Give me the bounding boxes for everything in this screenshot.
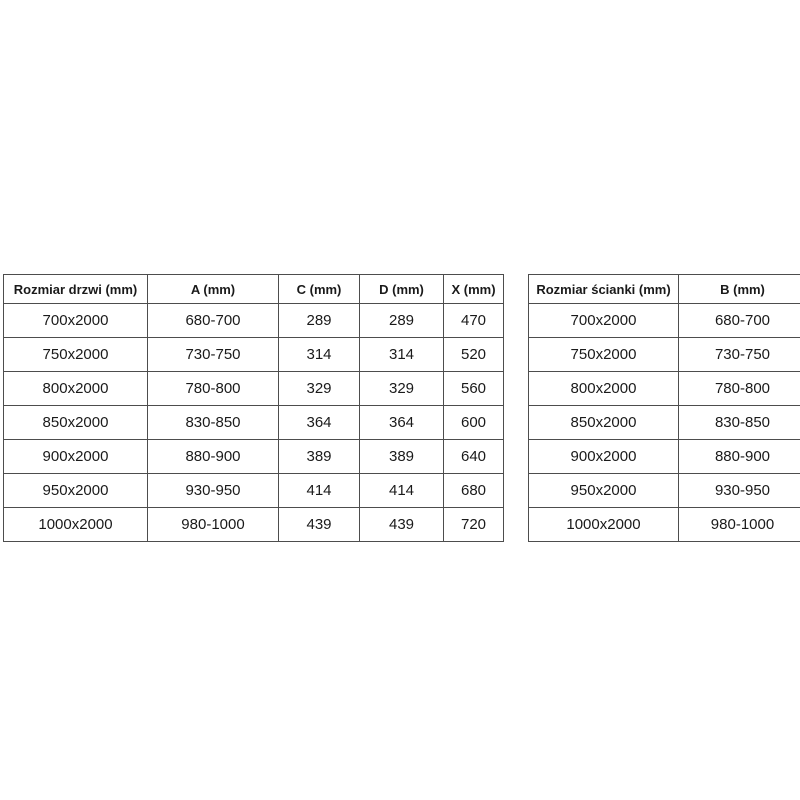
table-cell: 289	[279, 304, 360, 338]
table-cell: 439	[360, 508, 444, 542]
table-cell: 680-700	[679, 304, 800, 338]
table-cell: 414	[360, 474, 444, 508]
table-cell: 900x2000	[529, 440, 679, 474]
table-cell: 364	[279, 406, 360, 440]
table-cell: 314	[279, 338, 360, 372]
table-cell: 329	[360, 372, 444, 406]
table-cell: 640	[444, 440, 504, 474]
table-cell: 389	[279, 440, 360, 474]
header-row	[529, 275, 800, 304]
table-cell: 930-950	[679, 474, 800, 508]
column-header: Rozmiar drzwi (mm)	[4, 275, 148, 304]
table-row	[529, 508, 800, 542]
table-cell: 720	[444, 508, 504, 542]
table-row	[4, 508, 504, 542]
table-cell: 700x2000	[529, 304, 679, 338]
table-row	[529, 338, 800, 372]
column-header: X (mm)	[444, 275, 504, 304]
column-header: B (mm)	[679, 275, 800, 304]
table-cell: 329	[279, 372, 360, 406]
table-row	[529, 474, 800, 508]
table-row	[4, 304, 504, 338]
table-cell: 930-950	[148, 474, 279, 508]
column-header: D (mm)	[360, 275, 444, 304]
table-cell: 900x2000	[4, 440, 148, 474]
table-cell: 1000x2000	[529, 508, 679, 542]
table-cell: 314	[360, 338, 444, 372]
table-cell: 850x2000	[529, 406, 679, 440]
column-header: Rozmiar ścianki (mm)	[529, 275, 679, 304]
table-cell: 560	[444, 372, 504, 406]
header-row	[4, 275, 504, 304]
table-cell: 830-850	[679, 406, 800, 440]
table-cell: 439	[279, 508, 360, 542]
table-row	[4, 440, 504, 474]
table-row	[4, 474, 504, 508]
table-cell: 880-900	[148, 440, 279, 474]
column-header: C (mm)	[279, 275, 360, 304]
table-row	[529, 372, 800, 406]
table-cell: 800x2000	[4, 372, 148, 406]
table-cell: 780-800	[679, 372, 800, 406]
table-cell: 1000x2000	[4, 508, 148, 542]
table-cell: 730-750	[679, 338, 800, 372]
table-cell: 880-900	[679, 440, 800, 474]
table-cell: 414	[279, 474, 360, 508]
table-cell: 950x2000	[529, 474, 679, 508]
table-cell: 600	[444, 406, 504, 440]
table-cell: 980-1000	[148, 508, 279, 542]
table-row	[529, 304, 800, 338]
table-row	[4, 372, 504, 406]
table-row	[529, 440, 800, 474]
table-row	[4, 406, 504, 440]
table-cell: 830-850	[148, 406, 279, 440]
table-cell: 730-750	[148, 338, 279, 372]
table-cell: 364	[360, 406, 444, 440]
table-cell: 680-700	[148, 304, 279, 338]
table-cell: 700x2000	[4, 304, 148, 338]
table-cell: 750x2000	[529, 338, 679, 372]
table-cell: 389	[360, 440, 444, 474]
door-dimensions-table	[3, 274, 504, 542]
wall-panel-dimensions-table	[528, 274, 800, 542]
table-cell: 470	[444, 304, 504, 338]
table-cell: 520	[444, 338, 504, 372]
table-row	[4, 338, 504, 372]
table-cell: 780-800	[148, 372, 279, 406]
table-row	[529, 406, 800, 440]
table-cell: 980-1000	[679, 508, 800, 542]
table-cell: 750x2000	[4, 338, 148, 372]
table-cell: 950x2000	[4, 474, 148, 508]
table-cell: 289	[360, 304, 444, 338]
table-cell: 680	[444, 474, 504, 508]
column-header: A (mm)	[148, 275, 279, 304]
table-cell: 800x2000	[529, 372, 679, 406]
table-cell: 850x2000	[4, 406, 148, 440]
